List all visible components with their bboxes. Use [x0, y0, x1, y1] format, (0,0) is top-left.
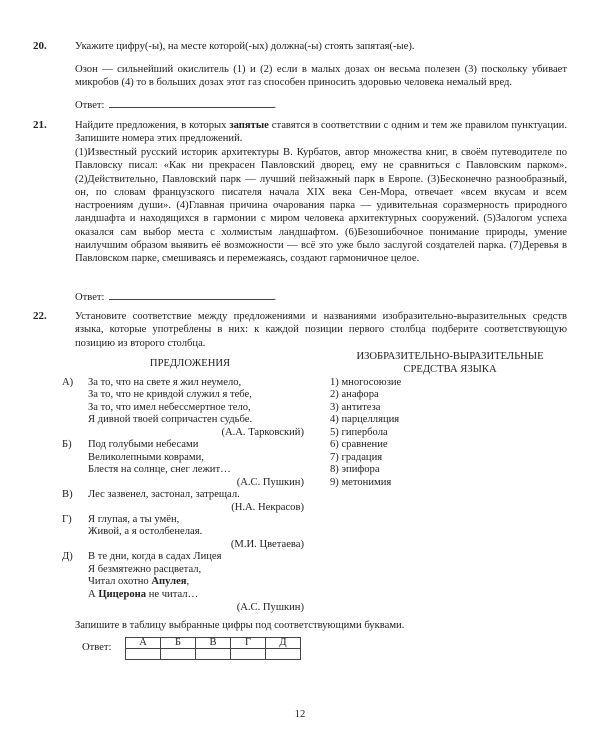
- prompt-bold: запятые: [229, 120, 269, 131]
- answer-label: Ответ:: [82, 642, 112, 653]
- sentence-author: (М.И. Цветаева): [230, 538, 304, 550]
- sentence-label: Д): [62, 551, 73, 563]
- poem-line: Живой, а я остолбенелая.: [88, 526, 203, 538]
- question-22-prompt: Установите соответствие между предложениями и названиями изобразительно-выразительных средств языка, которые употреблены в них: к каждой позиции первого столбца подберите соответствующую позицию из второго столбца.: [75, 311, 567, 349]
- answer-table-cell[interactable]: [266, 649, 301, 660]
- option-item: 5) гипербола: [330, 426, 388, 438]
- option-item: 6) сравнение: [330, 439, 388, 451]
- option-item: 3) антитеза: [330, 401, 381, 413]
- poem-line: Под голубыми небесами: [88, 439, 199, 451]
- question-21-text: (1)Известный русский историк архитектуры В. Курбатов, автор множества книг, в своём путеводителе по Павловску писал: «Как ни прекрасен Павловский дворец, ему не сравниться с Павловским парком». (2)Действительно, Павловский парк — лучший пейзажный парк в Европе. (3)Бесконечно разнообразный, он, по словам французского писателя начала XIX века Сен-Мора, отвечает «всем вкусам и всем настроениям души». (4)Главная причина очарования парка — удивительная соразмерность природного ландшафта и находящихся в гармонии с миром человека архитектурных сооружений. (5)Залогом успеха оказался сам выбор места с холмистым ландшафтом. (6)Безошибочное понимание природы, умение наилучшим образом выявить её возможности — всё это уже было заслугой создателей парка. (7)Деревья в Павловском парке, смешиваясь и перемежаясь, создают гармоничное целое.: [75, 147, 567, 265]
- option-item: 4) парцелляция: [330, 414, 400, 426]
- poem-line: Я дивной твоей сопричастен судьбе.: [88, 414, 253, 426]
- right-header-line: ИЗОБРАЗИТЕЛЬНО-ВЫРАЗИТЕЛЬНЫЕ: [356, 351, 544, 362]
- poem-line: [88, 576, 189, 588]
- option-item: 2) анафора: [330, 389, 379, 401]
- sentence-author: (А.А. Тарковский): [221, 426, 304, 438]
- sentence-author: (Н.А. Некрасов): [231, 501, 304, 513]
- question-20-number: 20.: [33, 40, 47, 52]
- poem-line: За то, что на свете я жил неумело,: [88, 377, 242, 388]
- question-21-answer: [75, 290, 276, 303]
- option-item: 9) метонимия: [330, 476, 392, 488]
- left-column-header: ПРЕДЛОЖЕНИЯ: [149, 358, 231, 369]
- poem-line: [88, 589, 198, 601]
- right-header-line: СРЕДСТВА ЯЗЫКА: [403, 364, 497, 375]
- option-item: 1) многосоюзие: [330, 377, 402, 388]
- question-21-prompt: [75, 119, 567, 146]
- poem-line: Лес зазвенел, застонал, затрещал.: [88, 489, 240, 501]
- answer-label: Ответ:: [75, 292, 105, 303]
- sentence-author: (А.С. Пушкин): [236, 476, 304, 488]
- answer-table-cell[interactable]: [231, 649, 266, 660]
- text-part: Читал охотно: [88, 576, 152, 588]
- prompt-part: Найдите предложения, в которых: [75, 120, 230, 131]
- answer-table-header: Д: [266, 638, 301, 649]
- bold-word: Цицерона: [98, 588, 147, 600]
- sentence-label: А): [62, 377, 74, 388]
- poem-line: За то, что имел небессмертное тело,: [88, 401, 251, 413]
- question-22-number: 22.: [33, 310, 47, 322]
- question-20-prompt: Укажите цифру(-ы), на месте которой(-ых) должна(-ы) стоять запятая(-ые).: [75, 41, 415, 52]
- poem-line: Блестя на солнце, снег лежит…: [88, 464, 231, 476]
- option-item: 7) градация: [330, 451, 383, 463]
- poem-line: Я безмятежно расцветал,: [88, 563, 202, 575]
- answer-table-header: Б: [161, 638, 196, 649]
- sentence-label: В): [62, 489, 73, 501]
- sentence-author: (А.С. Пушкин): [236, 602, 304, 614]
- answer-field[interactable]: [109, 98, 274, 108]
- question-21-number: 21.: [33, 119, 47, 131]
- page-number: 12: [294, 709, 306, 720]
- sentence-label: Б): [62, 439, 72, 451]
- answer-table-header: Г: [231, 638, 266, 649]
- prompt-part: ставятся в соответствии с одним и тем же правилом пунктуации. Запишите номера этих предложений.: [75, 120, 567, 145]
- text-part: не читал…: [146, 588, 199, 600]
- poem-line: Я глупая, а ты умён,: [88, 513, 180, 525]
- text-part: ,: [186, 576, 190, 588]
- poem-line: В те дни, когда в садах Лицея: [88, 551, 222, 563]
- answer-table-cell[interactable]: [161, 649, 196, 660]
- answer-table-cell[interactable]: [196, 649, 231, 660]
- answer-table-header: В: [196, 638, 231, 649]
- answer-table-input-row: [126, 649, 301, 660]
- option-item: 8) эпифора: [330, 464, 380, 476]
- text-part: А: [88, 588, 99, 600]
- answer-end: .: [273, 100, 277, 111]
- bold-word: Апулея: [151, 576, 187, 588]
- question-20-answer: [75, 98, 276, 111]
- answer-table-header-row: [126, 638, 301, 649]
- answer-table-cell[interactable]: [126, 649, 161, 660]
- poem-line: Великолепными коврами,: [88, 451, 204, 463]
- poem-line: За то, что не кривдой служил я тебе,: [88, 389, 252, 401]
- right-column-header: [330, 350, 570, 376]
- answer-field[interactable]: [109, 290, 274, 300]
- answer-table-header: А: [126, 638, 161, 649]
- table-instruction: Запишите в таблицу выбранные цифры под соответствующими буквами.: [75, 620, 405, 631]
- sentence-label: Г): [62, 513, 72, 525]
- question-20-text: Озон — сильнейший окислитель (1) и (2) если в малых дозах он весьма полезен (3) поскольку убивает микробов (4) то в больших дозах этот газ способен приносить здоровью человека немалый вред.: [75, 64, 567, 89]
- answer-table: [125, 637, 301, 660]
- answer-label: Ответ:: [75, 100, 105, 111]
- answer-end: .: [273, 292, 277, 303]
